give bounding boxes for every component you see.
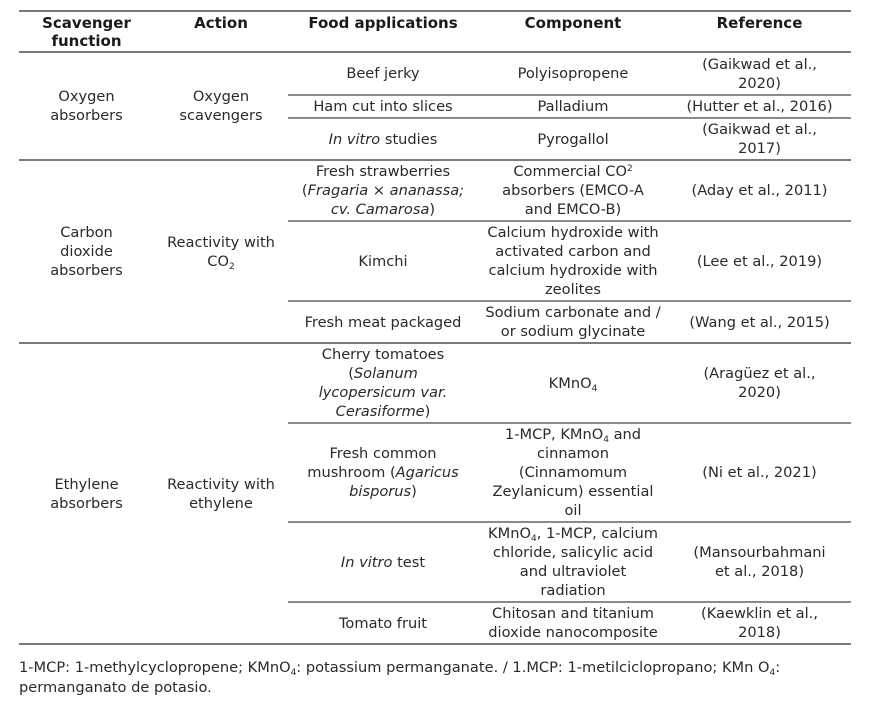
component-cell: Calcium hydroxide with activated carbon and calcium hydroxide with zeolites <box>487 224 659 298</box>
food-cell <box>288 424 478 521</box>
component-cell <box>478 523 668 601</box>
component-text: KMnO$_4$, 1-MCP, calcium chloride, salicylic acid and ultraviolet radiation <box>488 525 658 599</box>
action-text: Reactivity with ethylene <box>167 475 275 512</box>
component-cell: Pyrogallol <box>537 130 609 148</box>
component-cell <box>478 603 668 643</box>
group-function-oxygen <box>19 53 154 159</box>
reference-cell: (Ni et al., 2021) <box>702 464 817 481</box>
food-text: Fresh common mushroom (Agaricus bisporus) <box>307 445 459 500</box>
food-text: studies <box>380 130 438 148</box>
group-action-oxygen <box>154 53 288 159</box>
table-footnote: 1-MCP: 1-methylcyclopropene; KMnO$_4$: potassium permanganate. / 1.MCP: 1-metilciclopropano; KMn $O_4$: permanganato de potasio. <box>19 659 781 696</box>
reference-cell <box>668 344 851 422</box>
function-text: Ethylene absorbers <box>50 475 123 512</box>
component-text: 1-MCP, KMnO$_4$ and cinnamon (Cinnamomum Zeylanicum) essential oil <box>492 426 654 519</box>
header-action: Action <box>194 14 248 32</box>
food-text: test <box>392 553 426 571</box>
header-component: Component <box>524 14 622 32</box>
food-cell <box>288 344 478 422</box>
component-cell <box>478 161 668 220</box>
reference-cell: (Aday et al., 2011) <box>691 182 828 199</box>
food-text: Fresh strawberries (Fragaria × ananassa; cv. Camarosa) <box>301 163 465 218</box>
food-cell <box>288 161 478 220</box>
reference-cell <box>668 53 851 94</box>
group-action-ethylene <box>154 344 288 643</box>
group-function-co2 <box>19 161 154 342</box>
reference-cell: (Lee et al., 2019) <box>696 252 823 270</box>
header-food-applications: Food applications <box>308 14 458 32</box>
group-function-ethylene <box>19 344 154 643</box>
reference-text: (Kaewklin et al., 2018) <box>701 605 818 641</box>
reference-cell <box>668 523 851 601</box>
reference-cell: (Wang et al., 2015) <box>689 313 830 331</box>
group-action-co2 <box>154 161 288 342</box>
reference-cell <box>668 603 851 643</box>
reference-text: (Aragüez et al., 2020) <box>703 365 816 401</box>
food-italic-text: In vitro <box>328 130 381 148</box>
reference-text: (Gaikwad et al., 2020) <box>702 55 817 92</box>
reference-text: (Mansourbahmani et al., 2018) <box>693 544 826 580</box>
reference-cell: (Hutter et al., 2016) <box>686 98 833 115</box>
reference-text: (Gaikwad et al., 2017) <box>702 121 817 157</box>
food-text: Cherry tomatoes (Solanum lycopersicum var. Cerasiforme) <box>318 346 448 420</box>
food-cell: Fresh meat packaged <box>304 313 462 331</box>
food-cell: Beef jerky <box>346 65 420 82</box>
food-cell: Ham cut into slices <box>313 98 453 115</box>
table-bottom-rule <box>19 643 851 645</box>
header-scavenger-function <box>19 12 154 52</box>
action-text: Oxygen scavengers <box>179 88 263 124</box>
action-text: Reactivity with $CO_2$ <box>167 233 275 272</box>
component-cell <box>478 344 668 422</box>
component-cell: Palladium <box>537 98 609 115</box>
food-cell <box>288 119 478 159</box>
food-cell <box>288 523 478 601</box>
function-text: Carbon dioxide absorbers <box>50 224 123 279</box>
component-cell: Polyisopropene <box>517 65 629 82</box>
food-cell: Kimchi <box>358 252 408 270</box>
reference-cell <box>668 119 851 159</box>
component-text: Chitosan and titanium dioxide nanocomposite <box>488 605 658 641</box>
header-text: Scavenger function <box>42 14 131 50</box>
food-italic-text: In vitro <box>340 553 393 571</box>
component-cell <box>478 424 668 521</box>
component-text: KMnO$_4$ <box>548 374 598 394</box>
component-cell: Sodium carbonate and / or sodium glycinate <box>485 304 661 340</box>
food-cell: Tomato fruit <box>339 614 427 632</box>
header-reference: Reference <box>716 14 803 32</box>
function-text: Oxygen absorbers <box>50 88 123 124</box>
component-text: Commercial $CO^2$ absorbers (EMCO-A and EMCO-B) <box>502 163 644 218</box>
